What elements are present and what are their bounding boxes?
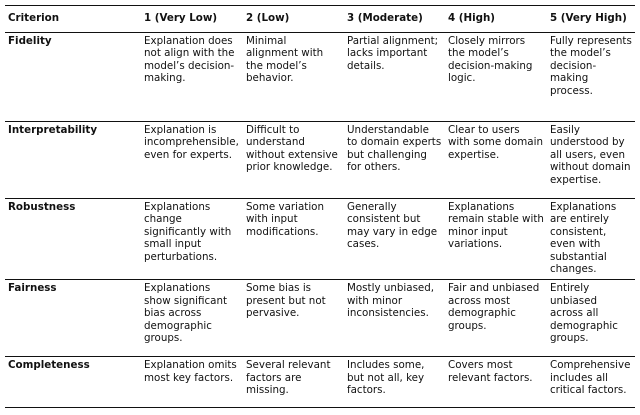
criterion-cell: Fidelity bbox=[8, 35, 52, 47]
level-cell: Easily understood by all users, even without domain expertise. bbox=[550, 124, 631, 186]
table-row bbox=[5, 33, 635, 122]
level-cell: Understandable to domain experts but challenging for others. bbox=[347, 124, 442, 174]
level-cell: Several relevant factors are missing. bbox=[246, 359, 331, 397]
table-body bbox=[5, 33, 635, 408]
evaluation-rubric-table bbox=[5, 5, 635, 408]
header-criterion: Criterion bbox=[8, 12, 60, 24]
level-cell: Explanation does not align with the model’s decision-making. bbox=[144, 35, 235, 85]
table-row bbox=[5, 357, 635, 408]
table-row bbox=[5, 122, 635, 199]
level-cell: Some bias is present but not pervasive. bbox=[246, 282, 326, 320]
header-level-5: 5 (Very High) bbox=[550, 12, 627, 24]
level-cell: Partial alignment; lacks important details. bbox=[347, 35, 439, 72]
level-cell: Some variation with input modifications. bbox=[246, 201, 325, 238]
level-cell: Includes some, but not all, key factors. bbox=[347, 359, 425, 397]
level-cell: Generally consistent but may vary in edge cases. bbox=[347, 201, 438, 251]
level-cell: Explanations show significant bias across demographic groups. bbox=[144, 282, 228, 345]
level-cell: Entirely unbiased across all demographic groups. bbox=[550, 282, 618, 345]
header-row bbox=[5, 6, 635, 33]
table-header bbox=[5, 6, 635, 33]
level-cell: Fair and unbiased across most demographic groups. bbox=[448, 282, 540, 332]
level-cell: Covers most relevant factors. bbox=[448, 359, 533, 384]
level-cell: Explanation omits most key factors. bbox=[144, 359, 237, 384]
level-cell: Difficult to understand without extensive prior knowledge. bbox=[246, 124, 338, 174]
level-cell: Fully represents the model’s decision-making process. bbox=[550, 35, 632, 97]
header-level-4: 4 (High) bbox=[448, 12, 496, 24]
level-cell: Explanations change significantly with small input perturbations. bbox=[144, 201, 232, 263]
level-cell: Clear to users with some domain expertise. bbox=[448, 124, 543, 161]
level-cell: Comprehensive includes all critical factors. bbox=[550, 359, 631, 397]
table-row bbox=[5, 199, 635, 280]
level-cell: Mostly unbiased, with minor inconsistencies. bbox=[347, 282, 435, 320]
header-level-3: 3 (Moderate) bbox=[347, 12, 423, 24]
table-row bbox=[5, 280, 635, 357]
header-level-1: 1 (Very Low) bbox=[144, 12, 218, 24]
criterion-cell: Fairness bbox=[8, 282, 57, 295]
header-level-2: 2 (Low) bbox=[246, 12, 290, 24]
level-cell: Closely mirrors the model’s decision-making logic. bbox=[448, 35, 533, 85]
level-cell: Minimal alignment with the model’s behavior. bbox=[246, 35, 324, 85]
criterion-cell: Interpretability bbox=[8, 124, 98, 136]
criterion-cell: Completeness bbox=[8, 359, 90, 372]
level-cell: Explanations are entirely consistent, even with substantial changes. bbox=[550, 201, 617, 276]
criterion-cell: Robustness bbox=[8, 201, 76, 213]
level-cell: Explanation is incomprehensible, even for experts. bbox=[144, 124, 239, 161]
level-cell: Explanations remain stable with minor input variations. bbox=[448, 201, 544, 251]
